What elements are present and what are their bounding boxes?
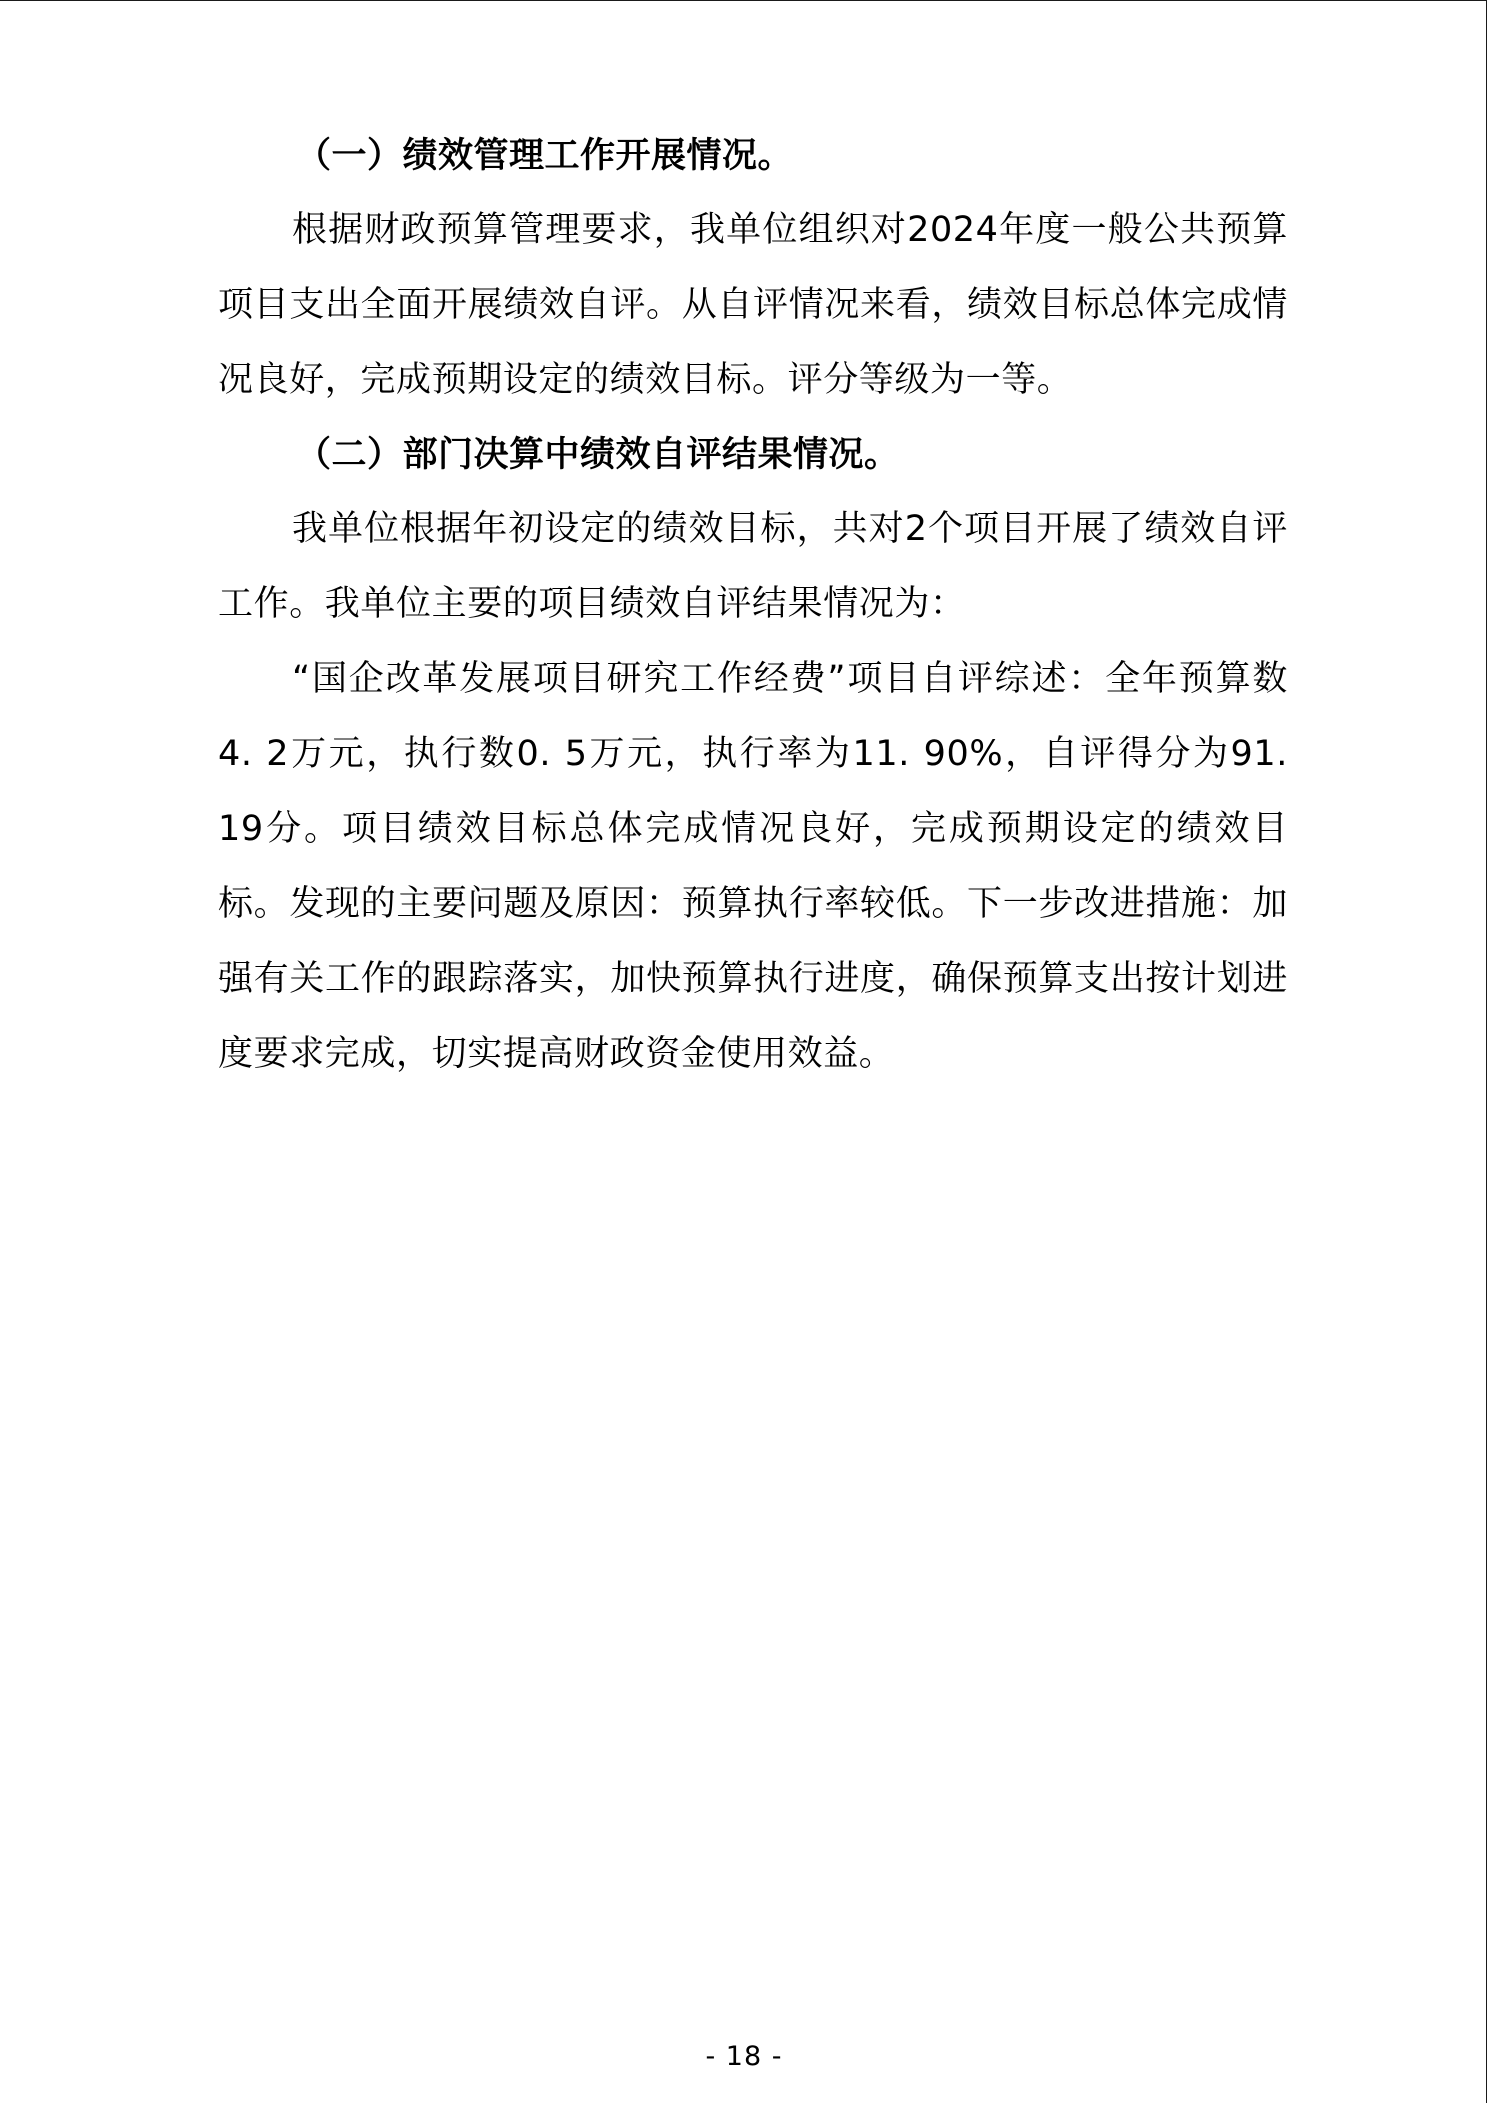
page-number: - 18 -	[705, 2041, 783, 2072]
section-2-paragraph-2: “国企改革发展项目研究工作经费”项目自评综述：全年预算数4. 2万元，执行数0. 5万元，执行率为11. 90%，自评得分为91. 19分。项目绩效目标总体完成情况良好，完成预期设定的绩效目标。发现的主要问题及原因：预算执行率较低。下一步改进措施：加强有关工作的跟踪落实，加快预算执行进度，确保预算支出按计划进度要求完成，切实提高财政资金使用效益。	[218, 659, 1288, 1074]
document-body	[218, 119, 1288, 1092]
section-1-paragraph: 根据财政预算管理要求，我单位组织对2024年度一般公共预算项目支出全面开展绩效自评。从自评情况来看，绩效目标总体完成情况良好，完成预期设定的绩效目标。评分等级为一等。	[218, 210, 1288, 400]
section-heading-2: （二）部门决算中绩效自评结果情况。	[296, 435, 900, 475]
section-heading-1: （一）绩效管理工作开展情况。	[296, 136, 794, 176]
section-2-paragraph-1: 我单位根据年初设定的绩效目标，共对2个项目开展了绩效自评工作。我单位主要的项目绩效自评结果情况为：	[218, 509, 1288, 624]
